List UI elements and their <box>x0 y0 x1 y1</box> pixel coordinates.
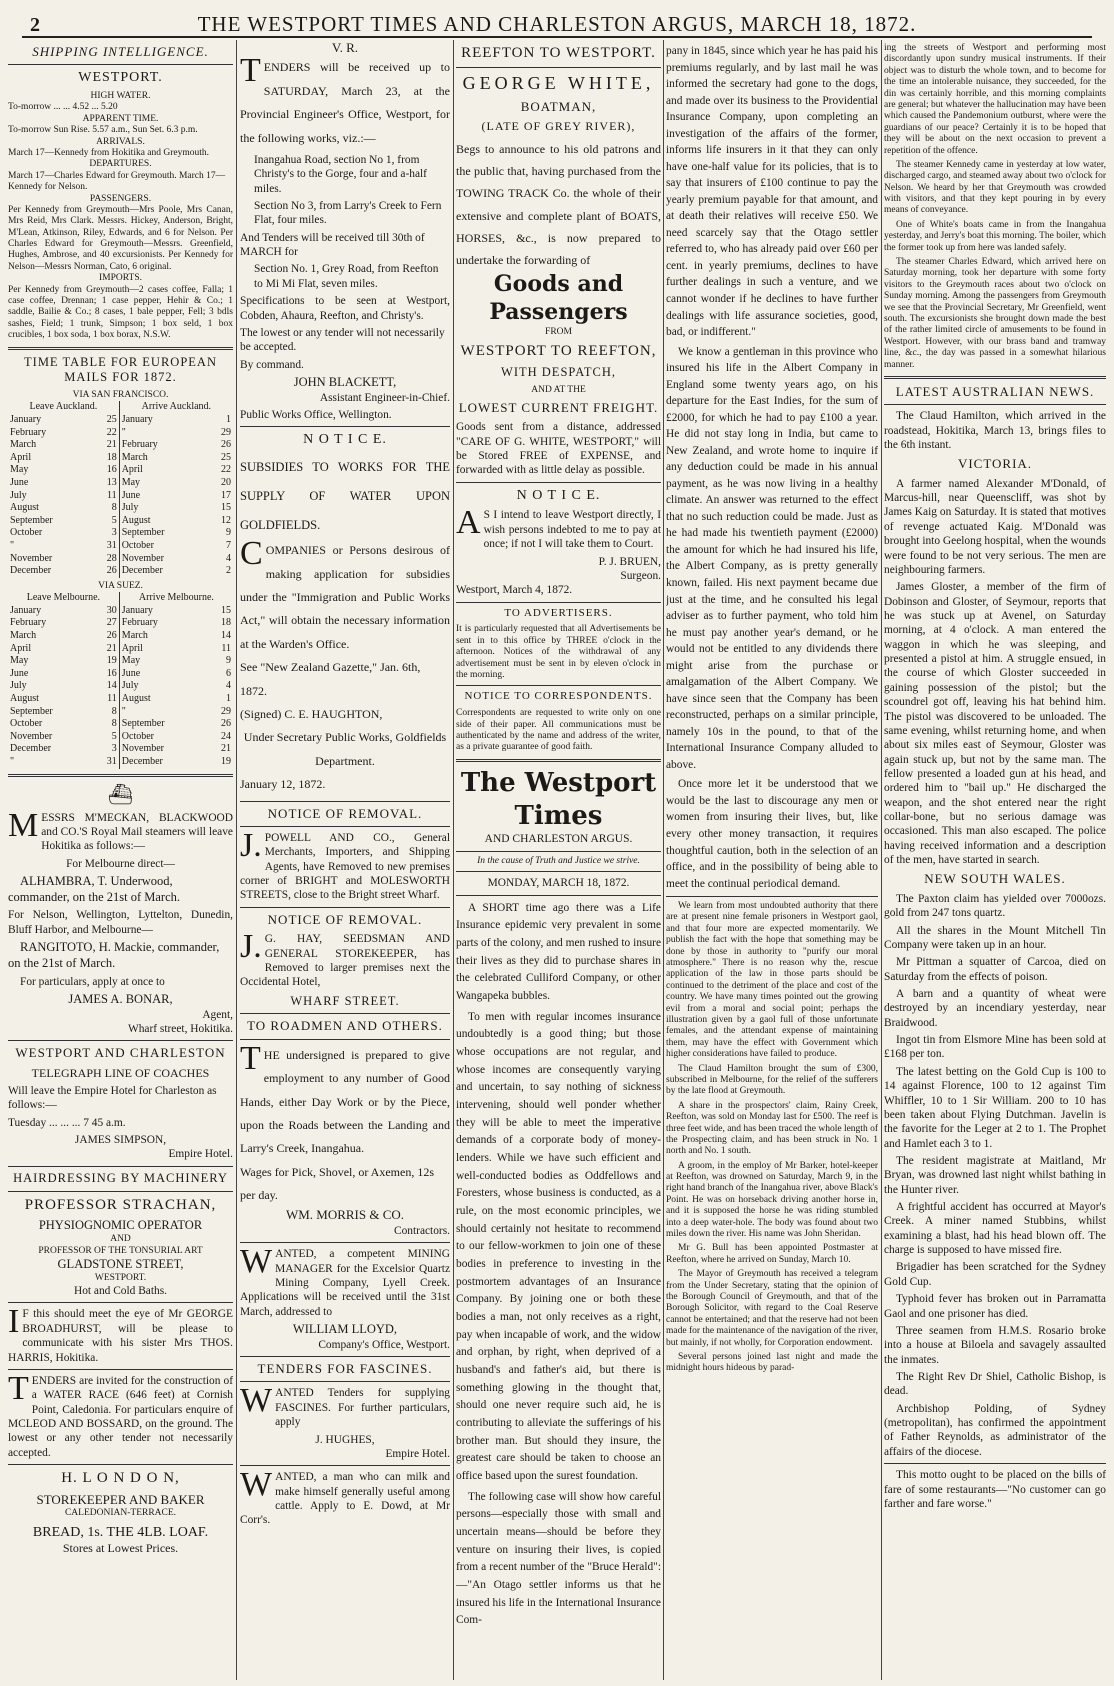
table-cell: " <box>121 426 126 438</box>
sun-row: To-morrow Sun Rise. 5.57 a.m., Sun Set. 6.3 p.m. <box>8 125 198 136</box>
notice-heading-3: N O T I C E. <box>516 487 601 503</box>
table-cell: August <box>121 692 151 704</box>
masthead <box>22 8 1092 38</box>
surgeon: Surgeon. <box>620 569 661 582</box>
table-row <box>8 743 233 756</box>
table-cell: December <box>10 565 52 577</box>
mining-manager-ad: WANTED, a competent MINING MANAGER for the Excelsior Quartz Mining Company, Lyell Creek. Applications will be received until the 31st March, addressed to <box>240 1243 450 1318</box>
coach-title: WESTPORT AND CHARLESTON <box>15 1045 226 1061</box>
hughes: J. HUGHES, <box>315 1433 375 1446</box>
nsw-7: The resident magistrate at Maitland, Mr Bryan, was drowned last night whilst bathing in the Hunter river. <box>884 1154 1106 1196</box>
via-sf-heading: VIA SAN FRANCISCO. <box>72 390 169 401</box>
strachan: PROFESSOR STRACHAN, <box>24 1196 217 1213</box>
table-cell: 7 <box>226 540 231 552</box>
table-cell: March <box>121 451 148 463</box>
table-cell: 16 <box>93 668 119 681</box>
nsw-3: Mr Pittman a squatter of Carcoa, died on Saturday from the effects of poison. <box>884 956 1106 983</box>
table-cell: February <box>121 439 158 451</box>
table-cell: 31 <box>93 756 119 769</box>
table-cell: October <box>121 730 155 742</box>
via-suez-heading: VIA SUEZ. <box>98 580 143 591</box>
table-cell: December <box>121 565 163 577</box>
nsw-13: Archbishop Polding, of Sydney (metropolitan), has confirmed the appointment of Father Reynolds, as administrator of the affairs of the diocese. <box>884 1402 1106 1458</box>
table-cell: July <box>121 502 139 514</box>
by-command: By command. <box>240 358 304 371</box>
and-at-the: AND AT THE <box>531 384 586 395</box>
table-cell: May <box>10 655 29 667</box>
nsw-6: The latest betting on the Gold Cup is 100 to 14 against Florence, 100 to 12 against Tim Whiffler, 10 to 1 Sir William. 200 to 10 has been taken about Flying Dutchman. Javelin is the favorite for the Leger at 2 to 1. The Prophet and Hamlet each 3 to 1. <box>884 1065 1106 1150</box>
blackett: JOHN BLACKETT, <box>293 374 397 389</box>
table-cell: 25 <box>221 451 231 463</box>
table-cell: 11 <box>221 642 231 654</box>
table-cell: 27 <box>93 617 119 630</box>
bruen-date: Westport, March 4, 1872. <box>456 584 573 597</box>
nsw-4: A barn and a quantity of wheat were destroyed by an incendiary yesterday, near Braidwood. <box>884 988 1106 1029</box>
wages: Wages for Pick, Shovel, or Axemen, 12s per day. <box>240 1164 435 1203</box>
table-row <box>8 502 233 515</box>
table-cell: 26 <box>221 718 231 730</box>
table-cell: June <box>10 477 29 489</box>
nsw-heading: NEW SOUTH WALES. <box>924 871 1066 887</box>
table-cell: 12 <box>221 514 231 526</box>
table-row <box>8 477 233 490</box>
paper-title: The Westport Times <box>460 767 657 831</box>
wharf-st: WHARF STREET. <box>290 993 400 1008</box>
table-cell: 17 <box>221 489 231 501</box>
westport-town: WESTPORT. <box>94 1272 147 1283</box>
table-cell: November <box>121 743 165 755</box>
george-white: GEORGE WHITE, <box>462 72 655 93</box>
late-of: (LATE OF GREY RIVER), <box>481 118 636 133</box>
table-cell: 14 <box>221 629 231 641</box>
bread: BREAD, 1s. THE 4LB. LOAF. <box>32 1524 209 1540</box>
table-cell: July <box>10 489 27 501</box>
advertisers-heading: TO ADVERTISERS. <box>504 606 613 619</box>
haughton: (Signed) C. E. HAUGHTON, <box>240 707 383 722</box>
table-cell: October <box>10 527 43 539</box>
column-rule <box>453 40 454 1680</box>
shipping-heading: SHIPPING INTELLIGENCE. <box>32 44 209 59</box>
asst-engineer: Assistant Engineer-in-Chief. <box>319 391 450 404</box>
table-cell: 20 <box>221 477 231 489</box>
table-cell: May <box>121 477 141 489</box>
table-cell: " <box>10 755 15 767</box>
table-cell: 26 <box>93 565 119 578</box>
table-cell: 22 <box>93 427 119 440</box>
particulars: For particulars, apply at once to <box>20 975 165 988</box>
table-cell: August <box>121 514 151 526</box>
powell-ad: J.POWELL AND CO., General Merchants, Importers, and Shipping Agents, have Removed to new premises corner of BRIGHT and MOLESWORTH STREETS, close to the Bright street Wharf. <box>240 826 450 902</box>
table-cell: 21 <box>221 743 231 755</box>
table-cell: November <box>10 552 53 564</box>
table-cell: 4 <box>226 680 231 692</box>
nsw-9: Brigadier has been scratched for the Sydney Gold Cup. <box>884 1261 1106 1288</box>
reefton-heading: REEFTON TO WESTPORT. <box>461 45 656 61</box>
stores: Stores at Lowest Prices. <box>62 1541 179 1556</box>
table-row <box>8 630 233 643</box>
table-cell: 11 <box>93 693 119 706</box>
empire-hotel-2: Empire Hotel. <box>385 1447 450 1460</box>
table-cell: 28 <box>93 553 119 566</box>
table-row <box>8 706 233 719</box>
caledonian: CALEDONIAN-TERRACE. <box>64 1508 177 1519</box>
table-cell: December <box>10 743 52 755</box>
table-cell: 26 <box>221 439 231 451</box>
table-cell: June <box>121 489 141 501</box>
with-despatch: WITH DESPATCH, <box>501 364 616 379</box>
westport-to-reefton: WESTPORT TO REEFTON, <box>460 343 657 359</box>
tonsorial: PROFESSOR OF THE TONSURIAL ART <box>38 1245 203 1256</box>
table-row <box>8 540 233 553</box>
undersigned-ad: THE undersigned is prepared to give employment to any number of Good Hands, either Day Work or by the Piece, upon the Roads between the Landing and Larry's Creek, Inangahua. <box>240 1039 450 1156</box>
removal-heading-1: NOTICE OF REMOVAL. <box>267 805 423 821</box>
sf-timetable <box>8 401 233 577</box>
table-cell: January <box>121 604 153 616</box>
table-row <box>8 643 233 656</box>
imports-text: Per Kennedy from Greymouth—2 cases coffee, Falla; 1 case coffee, Drennan; 1 case pepper, Hehir & Co.; 1 saddle, Bailie & Co.; 8 cases, 1 bale pepper, Fell; 3 bdls sashes, Field; 1 trunk, Simpson; 1 box seld, 1 box crucibles, 1 box soda, 1 box borax, N.S.W. <box>8 284 233 341</box>
table-cell: November <box>10 730 53 742</box>
table-cell: 14 <box>93 680 119 693</box>
meckan-ad: MESSRS M'MECKAN, BLACKWOOD and CO.'S Royal Mail steamers will leave Hokitika as follows:— <box>8 806 233 853</box>
section-1: Section No. 1, Grey Road, from Reefton to Mi Mi Flat, seven miles. <box>254 263 439 290</box>
news-white-boats: One of White's boats came in from the Inangahua yesterday, and Jerry's boat this morning. The boiler, which the former took up from here was landed safely. <box>884 219 1106 253</box>
victoria-2: James Gloster, a member of the firm of Dobinson and Gloster, of Seymour, reports that he was stuck up at Avenel, on Saturday morning, at 4 o'clock. A man entered the waggon in which he was sleeping, and presented a pistol at him. A struggle ensued, in the course of which Gloster succeeded in gaining possession of the pistol; but the scoundrel got off, leaving his hat behind him. The pistol was discovered to be unloaded. The same evening, whilst returning home, and when about six miles east of Seymour, Gloster was again stuck up, but not by the same man. The fellow presented a loaded gun at his head, and ordered him to "bail up." He discharged the weapon, and the shot entered near the right collar-bone, but no serious damage was occasioned. This man also escaped. The police having received information and a description of the men, have started in search. <box>884 581 1106 867</box>
table-cell: 21 <box>93 439 119 452</box>
contractors: Contractors. <box>394 1224 450 1237</box>
agent: Agent, <box>202 1008 233 1021</box>
gazette: See "New Zealand Gazette," Jan. 6th, 1872. <box>240 660 421 698</box>
lowest-freight: LOWEST CURRENT FREIGHT. <box>458 400 659 416</box>
editorial-p3: The following case will show how careful persons—especially those with small and uncertain means—should be before they venture on insuring their lives, is copied from a recent number of the "Bruce Herald":—"An Otago settler informs us that he insured his life in the International Insurance Com- <box>456 1490 661 1627</box>
victoria-heading: VICTORIA. <box>957 456 1033 472</box>
vr-mark: V. R. <box>331 40 359 55</box>
dateline: MONDAY, MARCH 18, 1872. <box>487 877 630 890</box>
table-cell: 15 <box>221 604 231 616</box>
table-row <box>8 452 233 465</box>
table-cell: 16 <box>93 464 119 477</box>
fascines-heading: TENDERS FOR FASCINES. <box>257 1361 433 1377</box>
table-row <box>8 605 233 618</box>
bruen: P. J. BRUEN, <box>598 555 661 568</box>
table-cell: April <box>10 642 32 654</box>
table-cell: 11 <box>93 490 119 503</box>
water-race-ad: TENDERS are invited for the construction of a WATER RACE (646 feet) at Cornish Point, Caledonia. For particulars enquire of MCLEOD AND BOSSARD, on the ground. The lowest or any other tender not necessarily accepted. <box>8 1369 233 1459</box>
roadmen-heading: TO ROADMEN AND OTHERS. <box>247 1018 443 1034</box>
passengers-text: Per Kennedy from Greymouth—Mrs Poole, Mrs Canan, Mrs Reid, Mrs Clark. Messrs. Hickey, Anderson, Bright, M'Lean, Atkinson, Riley, Edwards, and 6 for Nelson. Per Charles Edward for Greymouth—Messrs. Greenfield, Hughes, Ambrose, and 40 excursionists. Per Kennedy for Nelson—Messrs Norman, Cato, 6 original. <box>8 204 233 272</box>
specifications: Specifications to be seen at Westport, Cobden, Ahaura, Reefton, and Christy's. <box>240 295 450 322</box>
column-2 <box>240 40 450 1680</box>
high-water-heading: HIGH WATER. <box>90 91 151 101</box>
table-cell: 4 <box>226 552 231 564</box>
high-water-row: To-morrow ... ... 4.52 ... 5.20 <box>8 102 118 113</box>
apparent-time-heading: APPARENT TIME. <box>82 113 159 124</box>
fascines-ad: WANTED Tenders for supplying FASCINES. For further particulars, apply <box>240 1382 450 1429</box>
from: FROM <box>545 326 572 337</box>
table-cell: March <box>10 439 37 451</box>
table-cell: 2 <box>226 565 231 577</box>
westport-heading: WESTPORT. <box>78 70 163 86</box>
table-cell: 13 <box>93 477 119 490</box>
table-row <box>8 490 233 503</box>
bonar: JAMES A. BONAR, <box>68 992 173 1007</box>
table-cell: 21 <box>93 643 119 656</box>
news-mayor: The Mayor of Greymouth has received a telegram from the Under Secretary, stating that the opinion of the Borough Council of Greymouth, and that of the Borough Solicitor, with regard to the Coal Reserve cannot be entertained; and that the reserve had not been made for the maintenance of the navigation of the river, but mainly, if not wholly, for Corporation endowment. <box>666 1269 878 1348</box>
table-cell: 22 <box>221 464 231 476</box>
table-cell: 8 <box>93 706 119 719</box>
simpson: JAMES SIMPSON, <box>74 1134 167 1147</box>
column-rule <box>881 40 882 1680</box>
boatman: BOATMAN, <box>520 98 597 114</box>
advertisers-text: It is particularly requested that all Advertisements be sent in to this office by THREE o'clock in the afternoon. Notices of the withdrawal of any advertisement must be sent in by eleven o'clock in the morning. <box>456 624 661 681</box>
broadhurst-ad: IF this should meet the eye of Mr GEORGE BROADHURST, will be please to communicate with his sister Mrs THOS. HARRIS, Hokitika. <box>8 1303 233 1364</box>
table-row <box>8 427 233 440</box>
table-row <box>8 439 233 452</box>
table-row <box>8 731 233 744</box>
hairdressing-heading: HAIRDRESSING BY MACHINERY <box>13 1170 228 1185</box>
physiognomic: PHYSIOGNOMIC OPERATOR <box>38 1218 203 1233</box>
begs-text: Begs to announce to his old patrons and the public that, having purchased from the TOWING TRACK Co. the whole of their extensive and complete plant of BOATS, HORSES, &c., is now prepared to undertake the forwarding of <box>456 142 661 267</box>
table-cell: 8 <box>93 718 119 731</box>
table-cell: 30 <box>93 605 119 618</box>
table-row <box>8 414 233 427</box>
bruen-ad: AS I intend to leave Westport directly, I wish persons indebted to me to pay at once; if not I will take them to Court. <box>456 504 661 551</box>
column-3 <box>456 40 661 1680</box>
alhambra: ALHAMBRA, T. Underwood, commander, on the 21st of March. <box>8 873 181 904</box>
correspondents-text: Correspondents are requested to write only on one side of their paper. All communications must be authenticated by the name and address of the writer, as a private guarantee of good faith. <box>456 708 661 753</box>
editorial-p1: A SHORT time ago there was a Life Insurance epidemic very prevalent in some parts of the colony, and men rushed to insure their lives as they did to purchase shares in the celebrated Culliford Company, or other Wangapeka bubbles. <box>456 901 661 1002</box>
nsw-5: Ingot tin from Elsmore Mine has been sold at £168 per ton. <box>884 1034 1106 1061</box>
table-row <box>8 464 233 477</box>
editorial-p6: Once more let it be understood that we would be the last to discourage any men or women from insuring their lives, but, like every other money transaction, it requires thoughtful caution, both in the selection of an office, and in the possibility of being able to meet the continual periodical demand. <box>666 778 878 890</box>
table-row <box>8 617 233 630</box>
suez-arrive-head: Arrive Melbourne. <box>138 592 214 604</box>
passengers-heading: PASSENGERS. <box>89 193 152 204</box>
timetable-title: TIME TABLE FOR EUROPEAN MAILS FOR 1872. <box>24 354 217 385</box>
nsw-12: The Right Rev Dr Shiel, Catholic Bishop, is dead. <box>884 1370 1106 1398</box>
table-cell: January <box>10 414 42 426</box>
table-row <box>8 553 233 566</box>
wharf-street: Wharf street, Hokitika. <box>127 1023 233 1036</box>
table-cell: " <box>10 540 15 552</box>
royal-crest <box>240 40 450 56</box>
removal-heading-2: NOTICE OF REMOVAL. <box>267 911 423 927</box>
table-cell: April <box>121 642 143 654</box>
section-3: Section No 3, from Larry's Creek to Fern Flat, four miles. <box>254 200 442 227</box>
news-share: A share in the prospectors' claim, Rainy Creek, Reefton, was sold on Monday last for £500. The reef is three feet wide, and has been traced the whole length of the Prospecting claim, and has been struck in No. 1 north and No. 1 south. <box>666 1100 878 1157</box>
table-cell: 3 <box>93 527 119 540</box>
table-cell: 9 <box>226 527 231 539</box>
hay-ad: J.G. HAY, SEEDSMAN AND GENERAL STOREKEEPER, has Removed to larger premises next the Occidental Hotel, <box>240 928 450 989</box>
steamship-icon: ⛴ <box>107 783 134 806</box>
news-parading-cont: ing the streets of Westport and performing most discordantly upon sundry musical instruments. If their object was to disturb the whole town, and to become for the time an intolerable nuisance, they succeeded, for the din was certainly horrible, and this morning complaints are general; but whatever the hallucination may have been which caused the Pandemonium outburst, where were the guardians of our peace? Certainly it is to be hoped that they will be about on the next occasion to prevent a repetition of the offence. <box>884 43 1106 156</box>
table-cell: 18 <box>93 452 119 465</box>
goods-passengers: Goods and Passengers <box>489 271 628 325</box>
table-cell: September <box>121 527 165 539</box>
subsidies-heading: SUBSIDIES TO WORKS FOR THE SUPPLY OF WATER UPON GOLDFIELDS. <box>240 460 450 532</box>
inangahua-section: Inangahua Road, section No 1, from Christy's to the Gorge, four and a-half miles. <box>254 153 427 195</box>
for-nelson: For Nelson, Wellington, Lyttelton, Dunedin, Bluff Harbor, and Melbourne— <box>8 909 233 936</box>
suez-leave-head: Leave Melbourne. <box>8 592 119 605</box>
table-cell: October <box>10 718 43 730</box>
masthead-title: THE WESTPORT TIMES AND CHARLESTON ARGUS, MARCH 18, 1872. <box>197 12 917 36</box>
notice-heading: N O T I C E. <box>303 432 387 448</box>
table-cell: January <box>121 414 153 426</box>
nsw-11: Three seamen from H.M.S. Rosario broke into a house at Biloela and savagely assaulted the inmates. <box>884 1324 1106 1366</box>
table-cell: September <box>10 514 53 526</box>
table-cell: October <box>121 540 154 552</box>
table-cell: 26 <box>93 630 119 643</box>
table-cell: April <box>10 451 32 463</box>
table-cell: 19 <box>221 755 231 767</box>
table-cell: 5 <box>93 731 119 744</box>
table-row <box>8 693 233 706</box>
table-cell: May <box>121 655 141 667</box>
departures-text: March 17—Charles Edward for Greymouth. March 17—Kennedy for Nelson. <box>8 170 226 193</box>
london: H. L O N D O N, <box>61 1470 180 1487</box>
table-cell: February <box>121 617 158 629</box>
nsw-2: All the shares in the Mount Mitchell Tin Company were taken up in an hour. <box>884 924 1106 951</box>
table-row <box>8 668 233 681</box>
table-cell: " <box>121 705 126 717</box>
nsw-10: Typhoid fever has broken out in Parramatta Gaol and one prisoner has died. <box>884 1293 1106 1320</box>
news-groom: A groom, in the employ of Mr Barker, hotel-keeper at Reefton, was drowned on Saturday, March 9, in the right hand branch of the Inangahua river, above Black's Point. He was on horseback driving another horse in, and it is supposed the horse he was riding stumbled into a deep water-hole. The body was found about two miles down the river. His name was John Sheridan. <box>666 1160 878 1240</box>
table-cell: November <box>121 552 164 564</box>
table-cell: 6 <box>226 667 231 679</box>
table-cell: 24 <box>221 730 231 742</box>
arrivals-text: March 17—Kennedy from Hokitika and Greymouth. <box>8 147 210 158</box>
jan-date: January 12, 1872. <box>240 777 326 792</box>
table-cell: July <box>10 680 27 692</box>
news-bull: Mr G. Bull has been appointed Postmaster at Reefton, where he arrived on Sunday, March 10. <box>666 1243 878 1265</box>
table-row <box>8 718 233 731</box>
table-cell: May <box>10 464 29 476</box>
nsw-1: The Paxton claim has yielded over 7000ozs. gold from 247 tons quartz. <box>884 892 1106 920</box>
table-cell: 1 <box>226 414 231 426</box>
for-melbourne: For Melbourne direct— <box>66 857 175 870</box>
correspondents-heading: NOTICE TO CORRESPONDENTS. <box>464 690 653 703</box>
table-cell: 5 <box>93 515 119 528</box>
tenders-ad: TENDERS will be received up to SATURDAY, March 23, at the Provincial Engineer's Office, Westport, for the following works, viz.:— <box>240 52 450 145</box>
and-tenders: And Tenders will be received till 30th of MARCH for <box>240 231 425 259</box>
table-cell: 8 <box>93 502 119 515</box>
table-cell: September <box>10 705 53 717</box>
latest-news-heading: LATEST AUSTRALIAN NEWS. <box>895 383 1095 399</box>
lloyd: WILLIAM LLOYD, <box>292 1321 398 1336</box>
news-charles-edward: The steamer Charles Edward, which arrived here on Saturday morning, took her departure with some forty visitors to the Greymouth races about two o'clock on Sunday morning. Among the passengers from Greymouth we see that the Provincial Secretary, Mr Greenfield, went south. The excursionists she brought down made the best of the rather limited circle of amusements to be found in Westport. However, with our brass band and tramway line, &c., the day was passed in a somewhat hilarious manner. <box>884 257 1106 370</box>
table-cell: April <box>121 464 143 476</box>
table-row <box>8 565 233 578</box>
sf-leave-head: Leave Auckland. <box>8 401 119 414</box>
column-rule <box>663 40 664 1680</box>
coach-text: Will leave the Empire Hotel for Charleston as follows:— <box>8 1084 217 1112</box>
editorial-p2: To men with regular incomes insurance undoubtedly is a good thing; but those whose occupations are not regular, and whose incomes are consequently varying and uncertain, to say nothing of sickness intervening, should well ponder whether they will be able to meet the imperative demands of a corporate body of money-lenders. While we have such efficient and well-conducted bodies as Oddfellows and Foresters, whose business is conducted, as a rule, on the most economic principles, we should certainly not hesitate to recommend to our fellow-workmen to join one of these bodies in preference to investing in the postmortem advantages of an Insurance Company. By joining one or both these bodies a man, not only receives as a right, pay when incapable of work, and the widow and orphan, by right, when deprived of a husband's and father's aid, but there is something glowing in the thought that, should one never require such aid, he is contributing to alleviate the sufferings of his brother man. But should they insure, the greatest care should be taken to choose an office based upon the surest foundation. <box>456 1010 661 1483</box>
table-cell: February <box>10 426 47 438</box>
table-row <box>8 515 233 528</box>
news-parading: Several persons joined last night and made the midnight hours hideous by parad- <box>666 1351 878 1374</box>
coach-time: Tuesday ... ... ... 7 45 a.m. <box>8 1116 126 1129</box>
morris: WM. MORRIS & CO. <box>285 1207 405 1223</box>
table-cell: June <box>121 667 141 679</box>
table-cell: 18 <box>221 617 231 629</box>
rangitoto: RANGITOTO, H. Mackie, commander, on the 21st of March. <box>8 940 220 970</box>
suez-timetable <box>8 592 233 768</box>
news-gaol: We learn from most undoubted authority that there are at present nine female prisoners in Westport gaol, and that four more are expected momentarily. We publish the fact with the hope that something may be done by those in authority to "purify our moral atmosphere." There is no reason why the, rescue application of the law in those parts should be continued to the detriment of the place and cost of the country. We have many times pointed out the growing evil from a moral and social point; perhaps the illustration given by a gaol full of those unfortunate females, and the attendant expense of maintaining them, may have the effect with Government which higher considerations have failed to produce. <box>666 901 878 1060</box>
table-cell: 15 <box>221 502 231 514</box>
table-cell: December <box>121 755 163 767</box>
empire-hotel: Empire Hotel. <box>168 1148 233 1161</box>
milk-ad: WANTED, a man who can milk and make himself generally useful among cattle. Apply to E. Dowd, at Mr Corr's. <box>240 1466 450 1527</box>
motto-paragraph: This motto ought to be placed on the bills of fare of some restaurants—"No customer can go farther and fare worse." <box>884 1469 1106 1510</box>
nsw-8: A frightful accident has occurred at Mayor's Creek. A miner named Stubbins, whilst examining a blast, had his head blown off. The charge is supposed to have missed fire. <box>884 1201 1106 1257</box>
baths: Hot and Cold Baths. <box>73 1285 168 1298</box>
table-cell: 25 <box>93 414 119 427</box>
table-cell: 29 <box>221 705 231 717</box>
victoria-1: A farmer named Alexander M'Donald, of Marcus-hill, near Queenscliff, was shot by James Kaig on Saturday. It is stated that motives of revenge actuated Kaig. M'Donald was brought into Geelong hospital, when the wounds were found to be not very serious. The men are neighbouring farmers. <box>884 477 1106 576</box>
goods-sent: Goods sent from a distance, addressed "CARE OF G. WHITE, WESTPORT," will be Stored FREE of EXPENSE, and forwarded with as little delay as possible. <box>456 421 661 477</box>
table-cell: March <box>10 629 37 641</box>
paper-subtitle: AND CHARLESTON ARGUS. <box>484 833 633 846</box>
column-4 <box>666 40 878 1680</box>
table-cell: February <box>10 617 47 629</box>
table-cell: September <box>121 718 165 730</box>
table-cell: March <box>121 629 148 641</box>
news-kennedy: The steamer Kennedy came in yesterday at low water, discharged cargo, and steamed away about two o'clock for Nelson. We heard by her that Greymouth was crowded with visitors, and that they kept pouring in by every means of conveyance. <box>884 159 1106 216</box>
table-cell: August <box>10 502 39 514</box>
lowest-tender: The lowest or any tender will not necessarily be accepted. <box>240 326 445 354</box>
table-row <box>8 756 233 769</box>
table-cell: 31 <box>93 540 119 553</box>
column-rule <box>236 40 237 1680</box>
column-5 <box>884 40 1106 1680</box>
table-cell: July <box>121 680 139 692</box>
gladstone: GLADSTONE STREET, <box>57 1256 184 1271</box>
claud-files: The Claud Hamilton, which arrived in the roadstead, Hokitika, March 13, brings files to the 6th instant. <box>884 410 1106 452</box>
table-cell: August <box>10 692 39 704</box>
table-cell: 9 <box>226 655 231 667</box>
and-text: AND <box>110 1234 131 1245</box>
table-cell: 3 <box>93 743 119 756</box>
editorial-p4: pany in 1845, since which year he has paid his premiums regularly, and by last mail he was informed the secretary had gone to the dogs, and made over its business to the Providential Insurance Company, upon completing an investigation of the affairs of the former, informs life insurers in it that they can only have one-half value for its policies, that is to say that insurers of £100 continue to pay the yearly premium payable for that amount, and at death their relatives will receive £50. We need scarcely say that the Otago settler referred to, who has already paid over £60 per cent. in yearly premiums, declines to have further dealings in such a venture, and we cannot wonder if he declines to have further dealings with life assurance societies, good, bad, or indifferent." <box>666 45 878 339</box>
paper-motto: In the cause of Truth and Justice we strive. <box>477 855 640 866</box>
table-row <box>8 527 233 540</box>
page-number: 2 <box>30 14 40 36</box>
coach-subtitle: TELEGRAPH LINE OF COACHES <box>31 1065 210 1080</box>
column-1 <box>8 40 233 1680</box>
table-cell: 29 <box>221 426 231 438</box>
company-office: Company's Office, Westport. <box>318 1338 450 1351</box>
departures-heading: DEPARTURES. <box>89 159 152 170</box>
under-secretary: Under Secretary Public Works, Goldfields Department. <box>243 730 447 768</box>
companies-ad: COMPANIES or Persons desirous of making application for subsidies under the "Immigration and Public Works Act," will obtain the necessary information at the Warden's Office. <box>240 535 450 651</box>
table-cell: June <box>10 667 29 679</box>
sf-arrive-head: Arrive Auckland. <box>141 401 212 413</box>
table-cell: 1 <box>226 692 231 704</box>
pwo: Public Works Office, Wellington. <box>240 409 392 422</box>
table-cell: January <box>10 604 42 616</box>
news-claud-hamilton: The Claud Hamilton brought the sum of £300, subscribed in Melbourne, for the relief of the sufferers by the late flood at Greymouth. <box>666 1063 878 1097</box>
editorial-p5: We know a gentleman in this province who insured his life in the Albert Company in England some twenty years ago, on his departure for the East Indies, for the sum of £2000, for which he had to pay £100 a year. He did not stay long in India, but came to New Zealand, and wrote home to inquire if any deduction could be made in his annual payment, as he was now living in a healthy climate. An answer was returned to the effect that no such reduction could be made. Just as he had made his twentieth payment (£2000) the amount for which he had insured his life, the Albert Company, as is pretty generally known, failed. His next payment became due just at the time, and he consulted his legal adviser as to further payment, who told him he must pay another year's demand, or he would not be entitled to any dividends there might arise from the purchase or amalgamation of the Albert Company. We have since seen that the Company has been reconstructed, perhaps on a similar principle, namely 10s in the pound, to that of the International Insurance Company alluded to above. <box>666 345 878 771</box>
table-cell: 19 <box>93 655 119 668</box>
imports-heading: IMPORTS. <box>99 273 142 284</box>
table-row <box>8 655 233 668</box>
table-row <box>8 680 233 693</box>
storekeeper: STOREKEEPER AND BAKER <box>36 1491 205 1507</box>
arrivals-heading: ARRIVALS. <box>96 136 145 147</box>
